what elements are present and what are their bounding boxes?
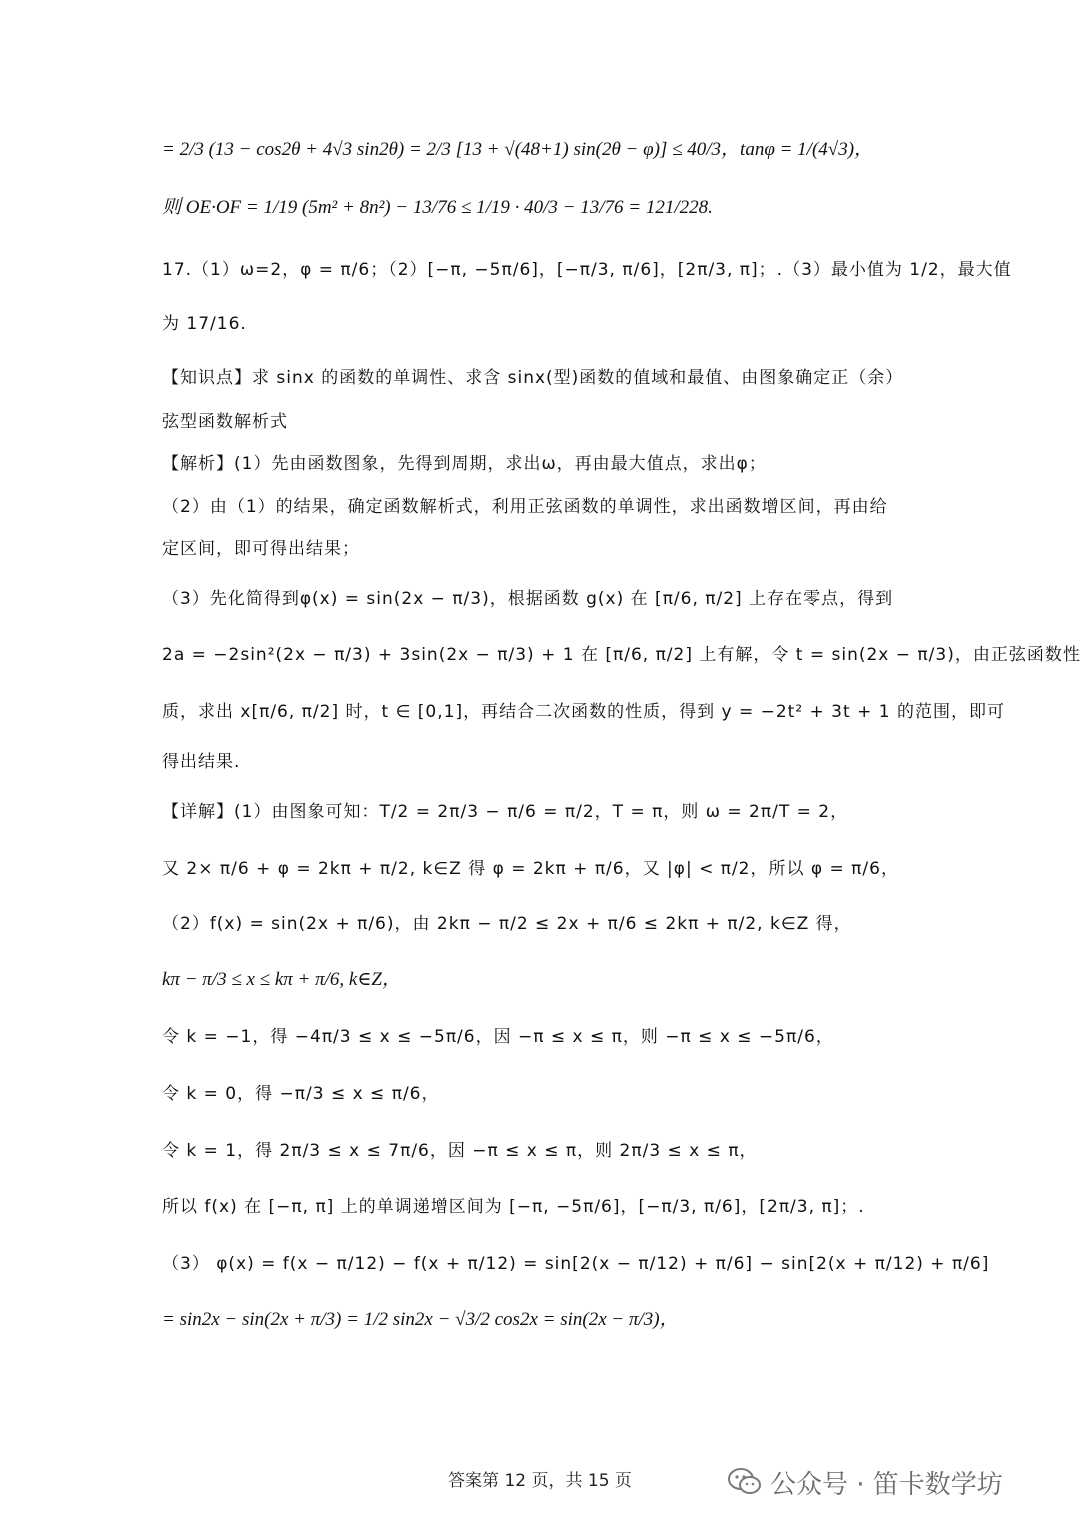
watermark	[728, 1462, 1003, 1502]
text-line-11: 2a = −2sin²(2x − π/3) + 3sin(2x − π/3) + 1 在 [π/6, π/2] 上有解，令 t = sin(2x − π/3)，由正弦函数性	[162, 645, 1081, 665]
text-line-6: 弦型函数解析式	[162, 412, 288, 432]
text-line-9: 定区间，即可得出结果；	[162, 539, 360, 559]
text-line-7: 【解析】(1）先由函数图象，先得到周期，求出ω，再由最大值点，求出φ；	[162, 454, 767, 474]
text-line-1: = 2/3 (13 − cos2θ + 4√3 sin2θ) = 2/3 [13 + √(48+1) sin(2θ − φ)] ≤ 40/3，tanφ = 1/(4√3)，	[162, 139, 874, 160]
text-line-10: （3）先化简得到φ(x) = sin(2x − π/3)，根据函数 g(x) 在 [π/6, π/2] 上存在零点，得到	[162, 589, 894, 609]
text-line-18: 令 k = −1，得 −4π/3 ≤ x ≤ −5π/6，因 −π ≤ x ≤ π，则 −π ≤ x ≤ −5π/6，	[162, 1027, 834, 1047]
text-line-12: 质，求出 x[π/6, π/2] 时，t ∈ [0,1]，再结合二次函数的性质，得到 y = −2t² + 3t + 1 的范围，即可	[162, 702, 1005, 722]
text-line-5: 【知识点】求 sinx 的函数的单调性、求含 sinx(型)函数的值域和最值、由图象确定正（余）	[162, 368, 904, 388]
text-line-22: （3） φ(x) = f(x − π/12) − f(x + π/12) = sin[2(x − π/12) + π/6] − sin[2(x + π/12) + π/6]	[162, 1254, 990, 1274]
text-line-15: 又 2× π/6 + φ = 2kπ + π/2, k∈Z 得 φ = 2kπ + π/6，又 |φ| < π/2，所以 φ = π/6，	[162, 859, 899, 879]
text-line-2: 则 OE·OF = 1/19 (5m² + 8n²) − 13/76 ≤ 1/19 · 40/3 − 13/76 = 121/228.	[162, 197, 713, 218]
text-line-4: 为 17/16.	[162, 314, 247, 334]
text-line-21: 所以 f(x) 在 [−π, π] 上的单调递增区间为 [−π, −5π/6]，[−π/3, π/6]，[2π/3, π]；.	[162, 1197, 865, 1217]
text-line-17: kπ − π/3 ≤ x ≤ kπ + π/6, k∈Z，	[162, 969, 401, 990]
text-line-19: 令 k = 0，得 −π/3 ≤ x ≤ π/6，	[162, 1084, 440, 1104]
text-line-16: （2）f(x) = sin(2x + π/6)，由 2kπ − π/2 ≤ 2x + π/6 ≤ 2kπ + π/2, k∈Z 得，	[162, 914, 852, 934]
text-line-13: 得出结果.	[162, 752, 241, 772]
wechat-icon	[728, 1467, 762, 1497]
watermark-text: 公众号 · 笛卡数学坊	[770, 1469, 1003, 1500]
page-footer: 答案第 12 页，共 15 页	[448, 1471, 632, 1491]
text-line-23: = sin2x − sin(2x + π/3) = 1/2 sin2x − √3/2 cos2x = sin(2x − π/3)，	[162, 1309, 679, 1330]
text-line-8: （2）由（1）的结果，确定函数解析式，利用正弦函数的单调性，求出函数增区间，再由给	[162, 497, 888, 517]
text-line-14: 【详解】(1）由图象可知：T/2 = 2π/3 − π/6 = π/2，T = π，则 ω = 2π/T = 2，	[162, 802, 849, 822]
text-line-3: 17.（1）ω=2，φ = π/6；（2）[−π, −5π/6]，[−π/3, π/6]，[2π/3, π]；.（3）最小值为 1/2，最大值	[162, 260, 1012, 280]
text-line-20: 令 k = 1，得 2π/3 ≤ x ≤ 7π/6，因 −π ≤ x ≤ π，则 2π/3 ≤ x ≤ π，	[162, 1141, 758, 1161]
